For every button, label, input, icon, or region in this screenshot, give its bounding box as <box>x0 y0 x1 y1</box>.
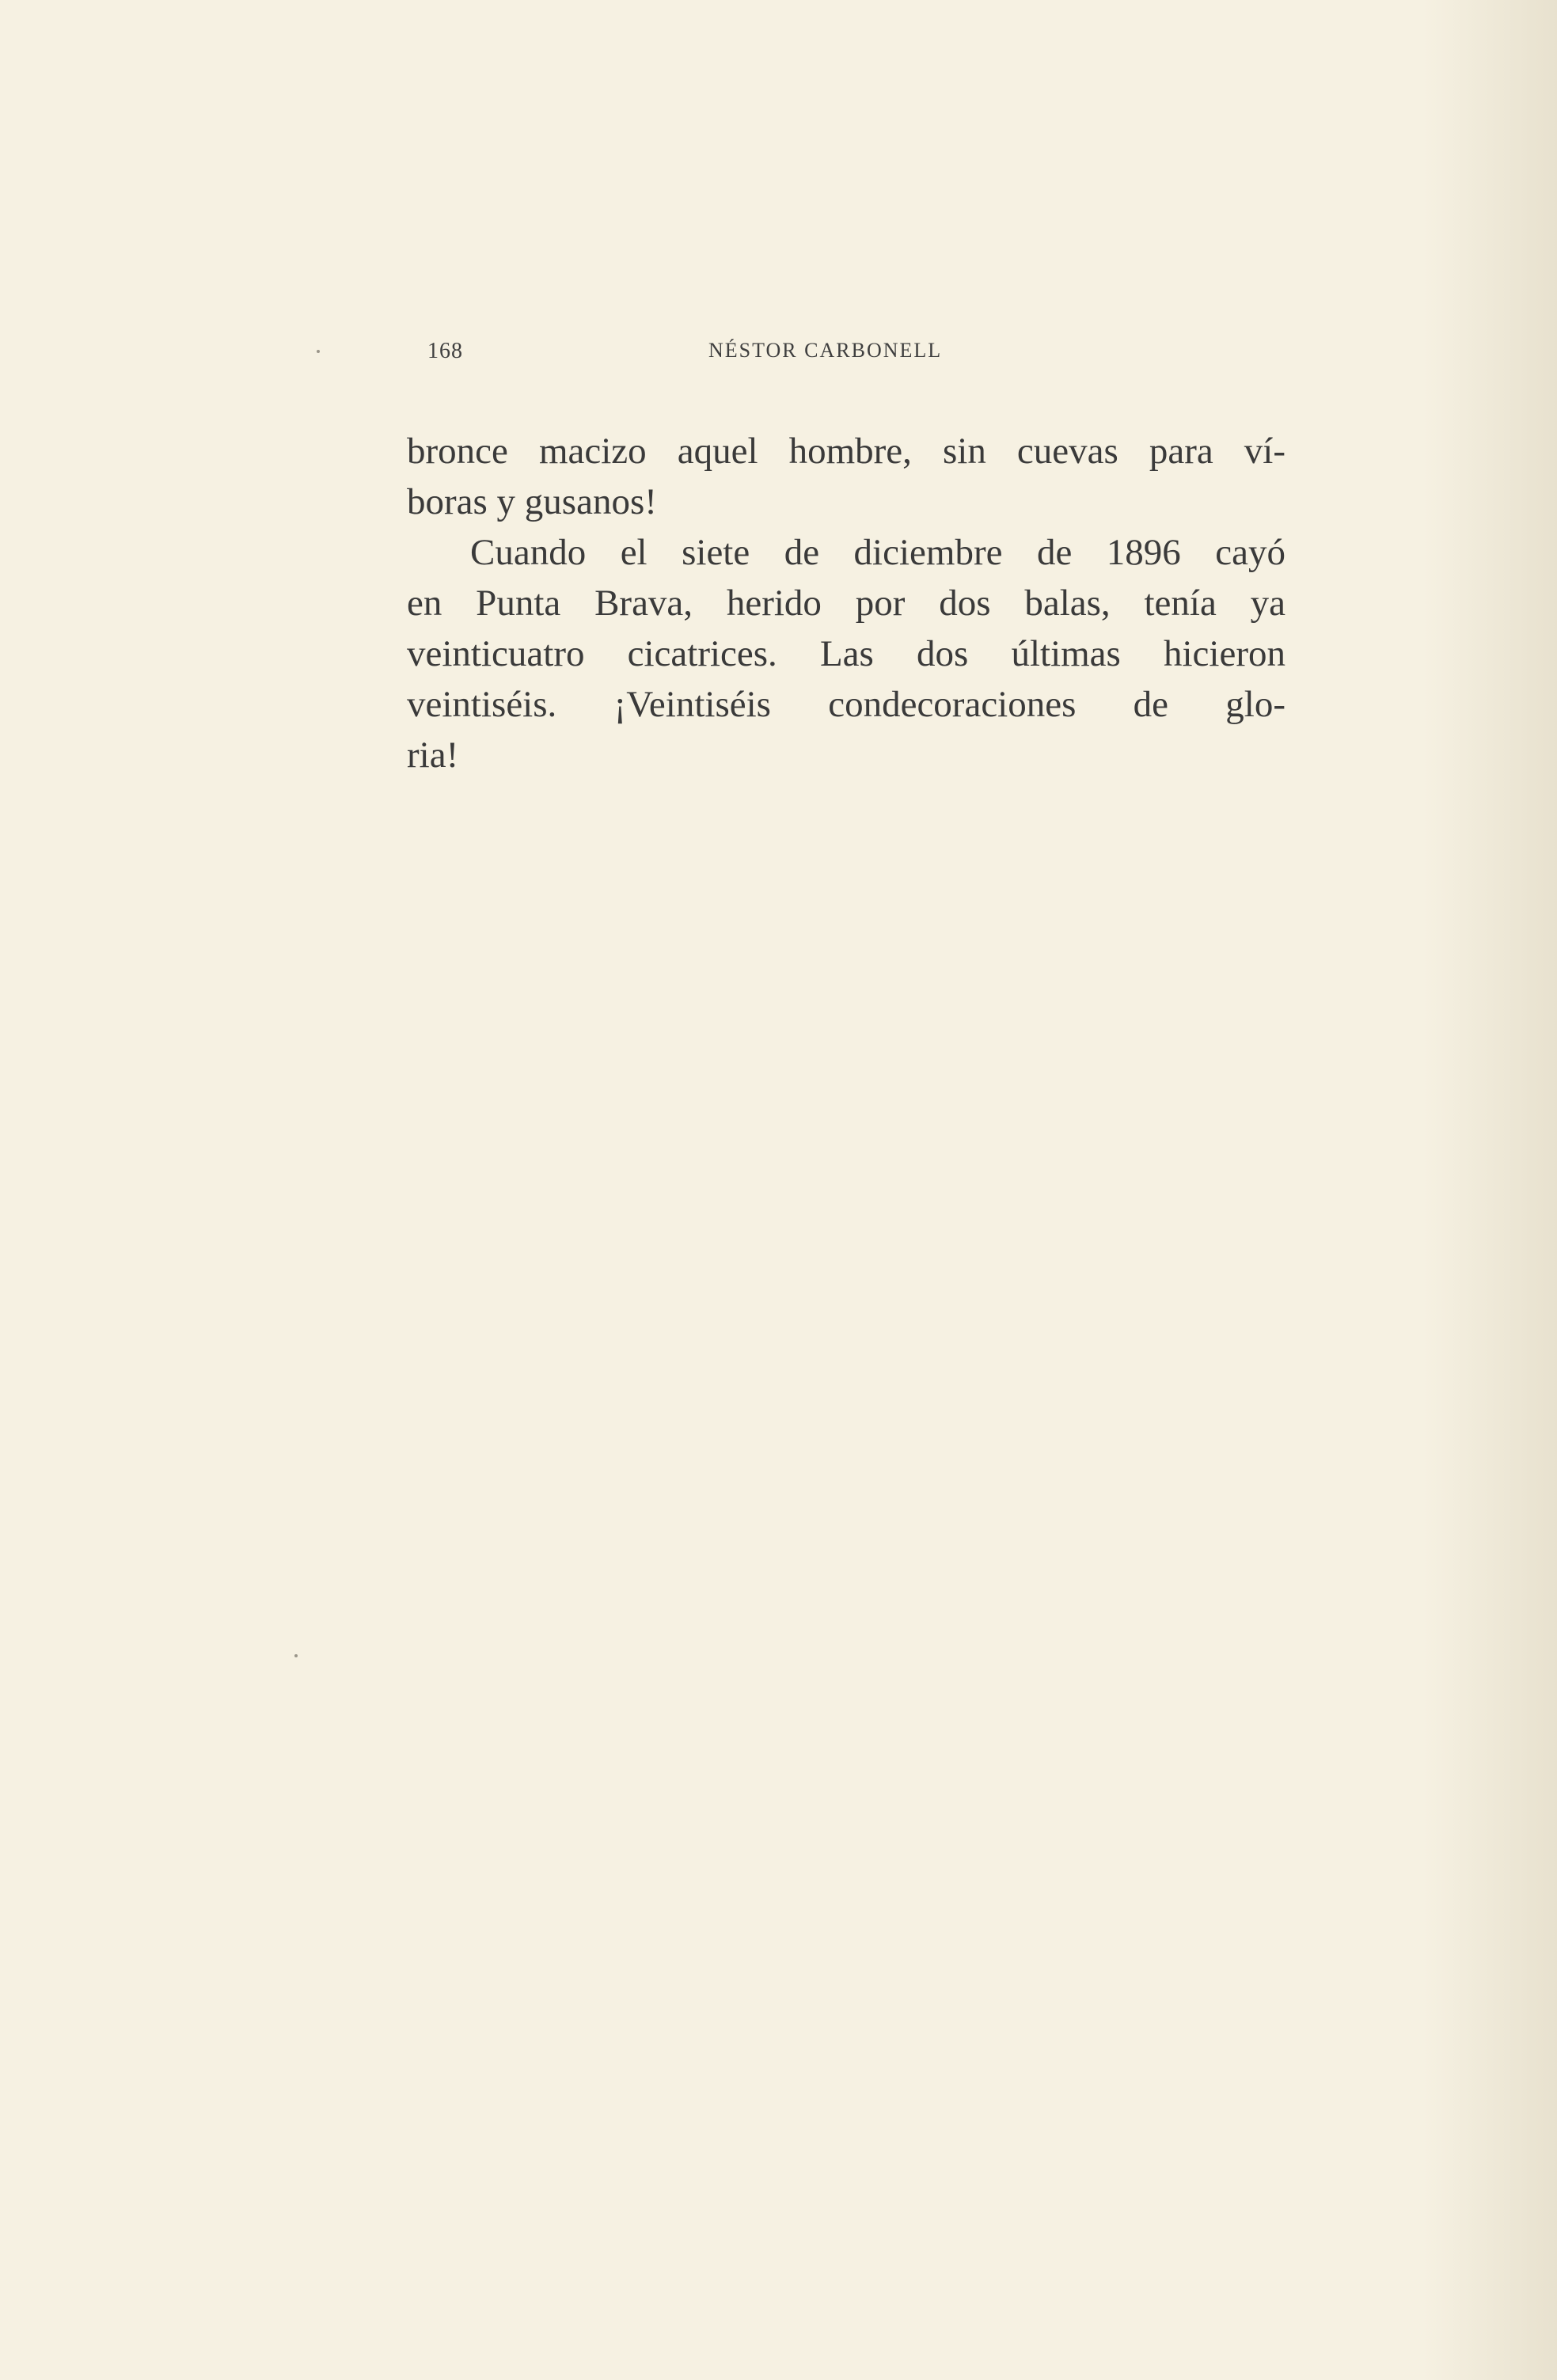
text-line: Cuando el siete de diciembre de 1896 cayó <box>470 532 1285 573</box>
text-line: veintiséis. ¡Veintiséis condecoraciones de glo- <box>407 684 1285 725</box>
text-line: veinticuatro cicatrices. Las dos últimas hicieron <box>407 633 1285 674</box>
text-line: boras y gusanos! <box>407 481 657 522</box>
running-head <box>427 339 1322 378</box>
page-number: 168 <box>427 339 463 363</box>
text-line: ria! <box>407 734 459 776</box>
running-title: NÉSTOR CARBONELL <box>708 339 943 362</box>
scan-speck <box>294 1654 298 1657</box>
body-text <box>407 426 1285 780</box>
text-line: en Punta Brava, herido por dos balas, tenía ya <box>407 583 1285 624</box>
page-edge-shadow <box>1422 0 1557 2380</box>
text-line: bronce macizo aquel hombre, sin cuevas para ví- <box>407 431 1285 472</box>
scan-speck <box>317 350 320 353</box>
